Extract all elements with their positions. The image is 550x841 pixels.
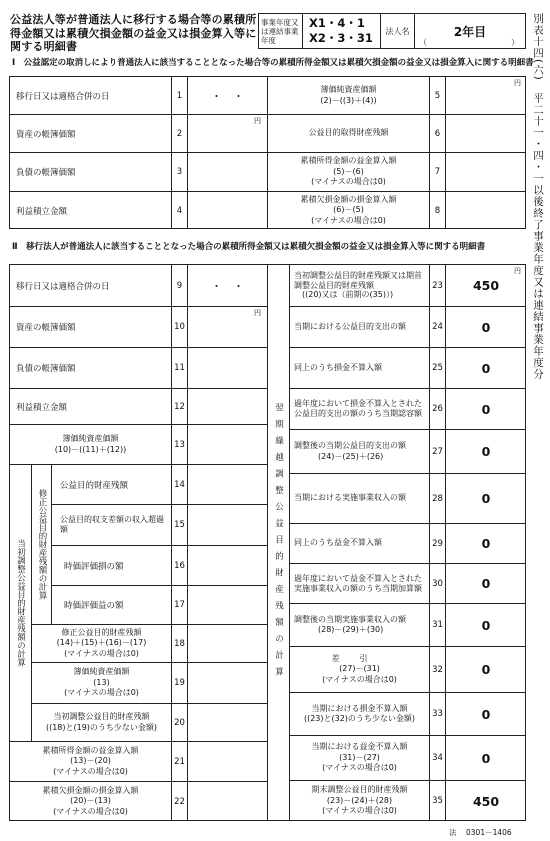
s2-row32-label: 差引 (27)－(31) (マイナスの場合は0) bbox=[322, 653, 397, 684]
s1-row2-value[interactable] bbox=[188, 115, 267, 152]
s2-row22-label: 累積欠損金額の損金算入額 (20)－(13) (マイナスの場合は0) bbox=[42, 785, 139, 816]
s1-row1-value[interactable]: ・ ・ bbox=[211, 89, 244, 103]
s1-row7-value[interactable] bbox=[446, 153, 526, 191]
s2-row16-label: 時価評価損の額 bbox=[64, 561, 124, 572]
s2-row30-value[interactable]: 0 bbox=[481, 576, 491, 591]
s2-row29-no: 29 bbox=[432, 538, 443, 549]
s2-row22-no: 22 bbox=[174, 796, 185, 807]
s2-row31-label: 調整後の当期実施事業収入の額 (28)－(29)＋(30) bbox=[294, 614, 406, 634]
s2-row15-label: 公益目的収支差額の収入超過額 bbox=[60, 514, 164, 534]
s2-row17-value[interactable] bbox=[188, 586, 267, 624]
s2-row26-label: 過年度において損金不算入とされた公益目的支出の額のうち当期認容額 bbox=[294, 399, 422, 418]
s2-row24-label: 当期における公益目的支出の額 bbox=[294, 321, 406, 331]
s2-row33-label: 当期における損金不算入額 ((23)と(32)のうち少ない金額) bbox=[303, 703, 416, 723]
s1-row3-no: 3 bbox=[176, 167, 183, 177]
footer-law: 法 bbox=[449, 828, 457, 837]
form-title: 公益法人等が普通法人に移行する場合等の累積所得金額又は累積欠損金額の益金又は損金算入等に関する明細書 bbox=[10, 13, 257, 53]
s2-row14-label: 公益目的財産残額 bbox=[60, 480, 129, 491]
s2-row32-no: 32 bbox=[432, 664, 443, 675]
s1-yen-mark-right: 円 bbox=[514, 79, 521, 87]
s2-row19-no: 19 bbox=[174, 678, 185, 688]
footer-code: 0301－1406 bbox=[466, 828, 512, 837]
date-from[interactable]: X1・4・1 bbox=[309, 16, 365, 30]
period-dates bbox=[303, 14, 381, 49]
s1-row1-no: 1 bbox=[176, 90, 183, 101]
s2-row33-value[interactable]: 0 bbox=[481, 706, 491, 722]
header-box bbox=[258, 13, 526, 49]
s2-row17-no: 17 bbox=[174, 600, 185, 610]
s2-row31-no: 31 bbox=[432, 620, 443, 630]
s2-row34-value[interactable]: 0 bbox=[481, 750, 491, 766]
s2-row19-label: 簿価純資産価額 (13) (マイナスの場合は0) bbox=[64, 667, 139, 698]
s2-row17-label: 時価評価益の額 bbox=[64, 601, 124, 611]
s1-row6-label: 公益目的取得財産残額 bbox=[308, 128, 389, 138]
s2-row15-no: 15 bbox=[174, 520, 185, 530]
s2-left-group-label: 当初調整公益目的財産残額の計算 bbox=[15, 539, 26, 667]
s2-row11-no: 11 bbox=[174, 363, 185, 373]
s2-row29-value[interactable]: 0 bbox=[481, 536, 491, 551]
s2-row21-value[interactable] bbox=[188, 742, 267, 781]
s2-row23-value[interactable]: 450 bbox=[472, 278, 500, 293]
s2-row10-label: 資産の帳簿価額 bbox=[16, 323, 76, 333]
s1-row7-no: 7 bbox=[434, 167, 441, 177]
s1-row8-label: 累積欠損金額の損金算入額 (6)－(5) (マイナスの場合は0) bbox=[300, 194, 397, 225]
date-to[interactable]: X2・3・31 bbox=[309, 31, 373, 45]
s2-row22-value[interactable] bbox=[188, 782, 267, 821]
s2-row29-label: 同上のうち益金不算入額 bbox=[294, 538, 382, 548]
s2-row30-label: 過年度において益金不算入とされた実施事業収入の額のうち当期加算額 bbox=[294, 573, 422, 593]
s2-row12-label: 利益積立金額 bbox=[16, 402, 68, 413]
corp-name-cell[interactable] bbox=[415, 14, 526, 49]
s2-row25-label: 同上のうち損金不算入額 bbox=[294, 362, 382, 372]
s2-row18-value[interactable] bbox=[188, 625, 267, 662]
s1-row6-no: 6 bbox=[434, 128, 441, 139]
s2-row16-no: 16 bbox=[174, 560, 185, 571]
s1-row7-label: 累積所得金額の益金算入額 (5)－(6) (マイナスの場合は0) bbox=[300, 156, 397, 187]
s1-row2-no: 2 bbox=[176, 128, 183, 139]
s2-row16-value[interactable] bbox=[188, 546, 267, 585]
period-label: 事業年度又は連結事業年度 bbox=[259, 14, 303, 49]
s2-row12-no: 12 bbox=[174, 401, 185, 412]
s1-row2-label: 資産の帳簿価額 bbox=[16, 129, 76, 140]
s2-row26-value[interactable]: 0 bbox=[481, 401, 491, 417]
s1-row4-no: 4 bbox=[176, 205, 183, 216]
s1-row5-no: 5 bbox=[434, 90, 441, 101]
s2-row32-value[interactable]: 0 bbox=[481, 662, 491, 677]
s2-row28-label: 当期における実施事業収入の額 bbox=[294, 493, 406, 503]
s2-row13-no: 13 bbox=[174, 439, 185, 450]
s2-row30-no: 30 bbox=[432, 578, 443, 589]
s2-row21-label: 累積所得金額の益金算入額 (13)－(20) (マイナスの場合は0) bbox=[42, 745, 139, 776]
s1-row6-value[interactable] bbox=[446, 115, 526, 152]
s2-row15-value[interactable] bbox=[188, 505, 267, 545]
corp-paren: （ ） bbox=[419, 38, 519, 47]
corp-label: 法人名 bbox=[381, 14, 415, 49]
s2-row23-label: 当初調整公益目的財産残額又は期首調整公益目的財産残額 ((20)又は（前期の(35)）) bbox=[294, 271, 422, 300]
s1-row3-label: 負債の帳簿価額 bbox=[16, 168, 76, 178]
side-form-id: 別表十四(六) 平二十一・四・一以後終了事業年度又は連結事業年度分 bbox=[532, 13, 544, 380]
s1-row3-value[interactable] bbox=[188, 153, 267, 191]
s2-row18-no: 18 bbox=[174, 638, 185, 649]
s1-row1-label: 移行日又は適格合併の日 bbox=[16, 91, 110, 102]
s2-row18-label: 修正公益目的財産残額 (14)＋(15)＋(16)－(17) (マイナスの場合は0) bbox=[56, 627, 147, 658]
s2-row10-no: 10 bbox=[174, 322, 185, 332]
s2-row12-value[interactable] bbox=[188, 389, 267, 424]
s2-row14-no: 14 bbox=[174, 479, 185, 490]
s1-row4-value[interactable] bbox=[188, 192, 267, 229]
s2-row27-no: 27 bbox=[432, 446, 443, 457]
s2-row33-no: 33 bbox=[432, 709, 443, 719]
s2-row9-value[interactable]: ・ ・ bbox=[211, 279, 244, 293]
s2-row24-value[interactable]: 0 bbox=[481, 319, 491, 335]
s2-row25-no: 25 bbox=[432, 363, 443, 373]
section2-title: Ⅱ 移行法人が普通法人に該当することとなった場合の累積所得金額又は累積欠損金額の益金又は損金算入等に関する明細書 bbox=[12, 242, 486, 252]
s2-row9-label: 移行日又は適格合併の日 bbox=[16, 281, 110, 292]
s1-yen-mark: 円 bbox=[254, 117, 261, 125]
s2-row20-value[interactable] bbox=[188, 704, 267, 741]
section1-title: Ⅰ 公益認定の取消しにより普通法人に該当することとなった場合等の累積所得金額又は累積欠損金額の益金又は損金算入に関する明細書 bbox=[12, 58, 534, 68]
s2-row14-value[interactable] bbox=[188, 465, 267, 504]
s2-yen-mark: 円 bbox=[254, 309, 261, 317]
s1-row4-label: 利益積立金額 bbox=[16, 206, 68, 217]
s2-row21-no: 21 bbox=[174, 756, 185, 767]
s1-row8-value[interactable] bbox=[446, 192, 526, 229]
s2-row20-no: 20 bbox=[174, 717, 185, 728]
s2-row31-value[interactable]: 0 bbox=[481, 617, 491, 633]
s2-row27-value[interactable]: 0 bbox=[481, 444, 491, 459]
s2-row26-no: 26 bbox=[432, 404, 443, 414]
s2-row13-label: 簿価純資産価額 (10)－((11)＋(12)) bbox=[54, 434, 127, 454]
s2-row24-no: 24 bbox=[432, 322, 443, 332]
s2-row25-value[interactable]: 0 bbox=[481, 360, 491, 376]
s2-row10-value[interactable] bbox=[188, 307, 267, 347]
s1-row5-label: 簿価純資産価額 (2)－((3)＋(4)) bbox=[320, 85, 377, 105]
s2-row27-label: 調整後の当期公益目的支出の額 (24)－(25)＋(26) bbox=[294, 441, 406, 461]
s2-row28-no: 28 bbox=[432, 493, 443, 504]
s2-row34-label: 当期における益金不算入額 (31)－(27) (マイナスの場合は0) bbox=[311, 742, 408, 773]
s2-row35-label: 期末調整公益目的財産残額 (23)－(24)＋(28) (マイナスの場合は0) bbox=[311, 785, 408, 816]
s1-row8-no: 8 bbox=[434, 205, 441, 216]
s2-row35-no: 35 bbox=[432, 796, 443, 806]
s2-row13-value[interactable] bbox=[188, 425, 267, 464]
s2-right-group-label: 翌期繰越調整公益目的財産残額の計算 bbox=[273, 402, 284, 684]
s2-row20-label: 当初調整公益目的財産残額 ((18)と(19)のうち少ない金額) bbox=[45, 712, 158, 732]
s2-row34-no: 34 bbox=[432, 753, 443, 763]
s2-row11-value[interactable] bbox=[188, 348, 267, 388]
s1-row5-value[interactable] bbox=[446, 77, 526, 114]
s2-left-subgroup-label: 修正公益目的財産残額の計算 bbox=[37, 489, 47, 600]
s2-row23-no: 23 bbox=[432, 280, 443, 291]
s2-row35-value[interactable]: 450 bbox=[472, 793, 500, 809]
corp-name: 2年目 bbox=[453, 24, 487, 39]
s2-row19-value[interactable] bbox=[188, 663, 267, 703]
s2-row9-no: 9 bbox=[176, 280, 183, 291]
s2-yen-mark-right: 円 bbox=[514, 267, 521, 275]
s2-row28-value[interactable]: 0 bbox=[481, 491, 491, 506]
s2-row11-label: 負債の帳簿価額 bbox=[16, 364, 76, 374]
